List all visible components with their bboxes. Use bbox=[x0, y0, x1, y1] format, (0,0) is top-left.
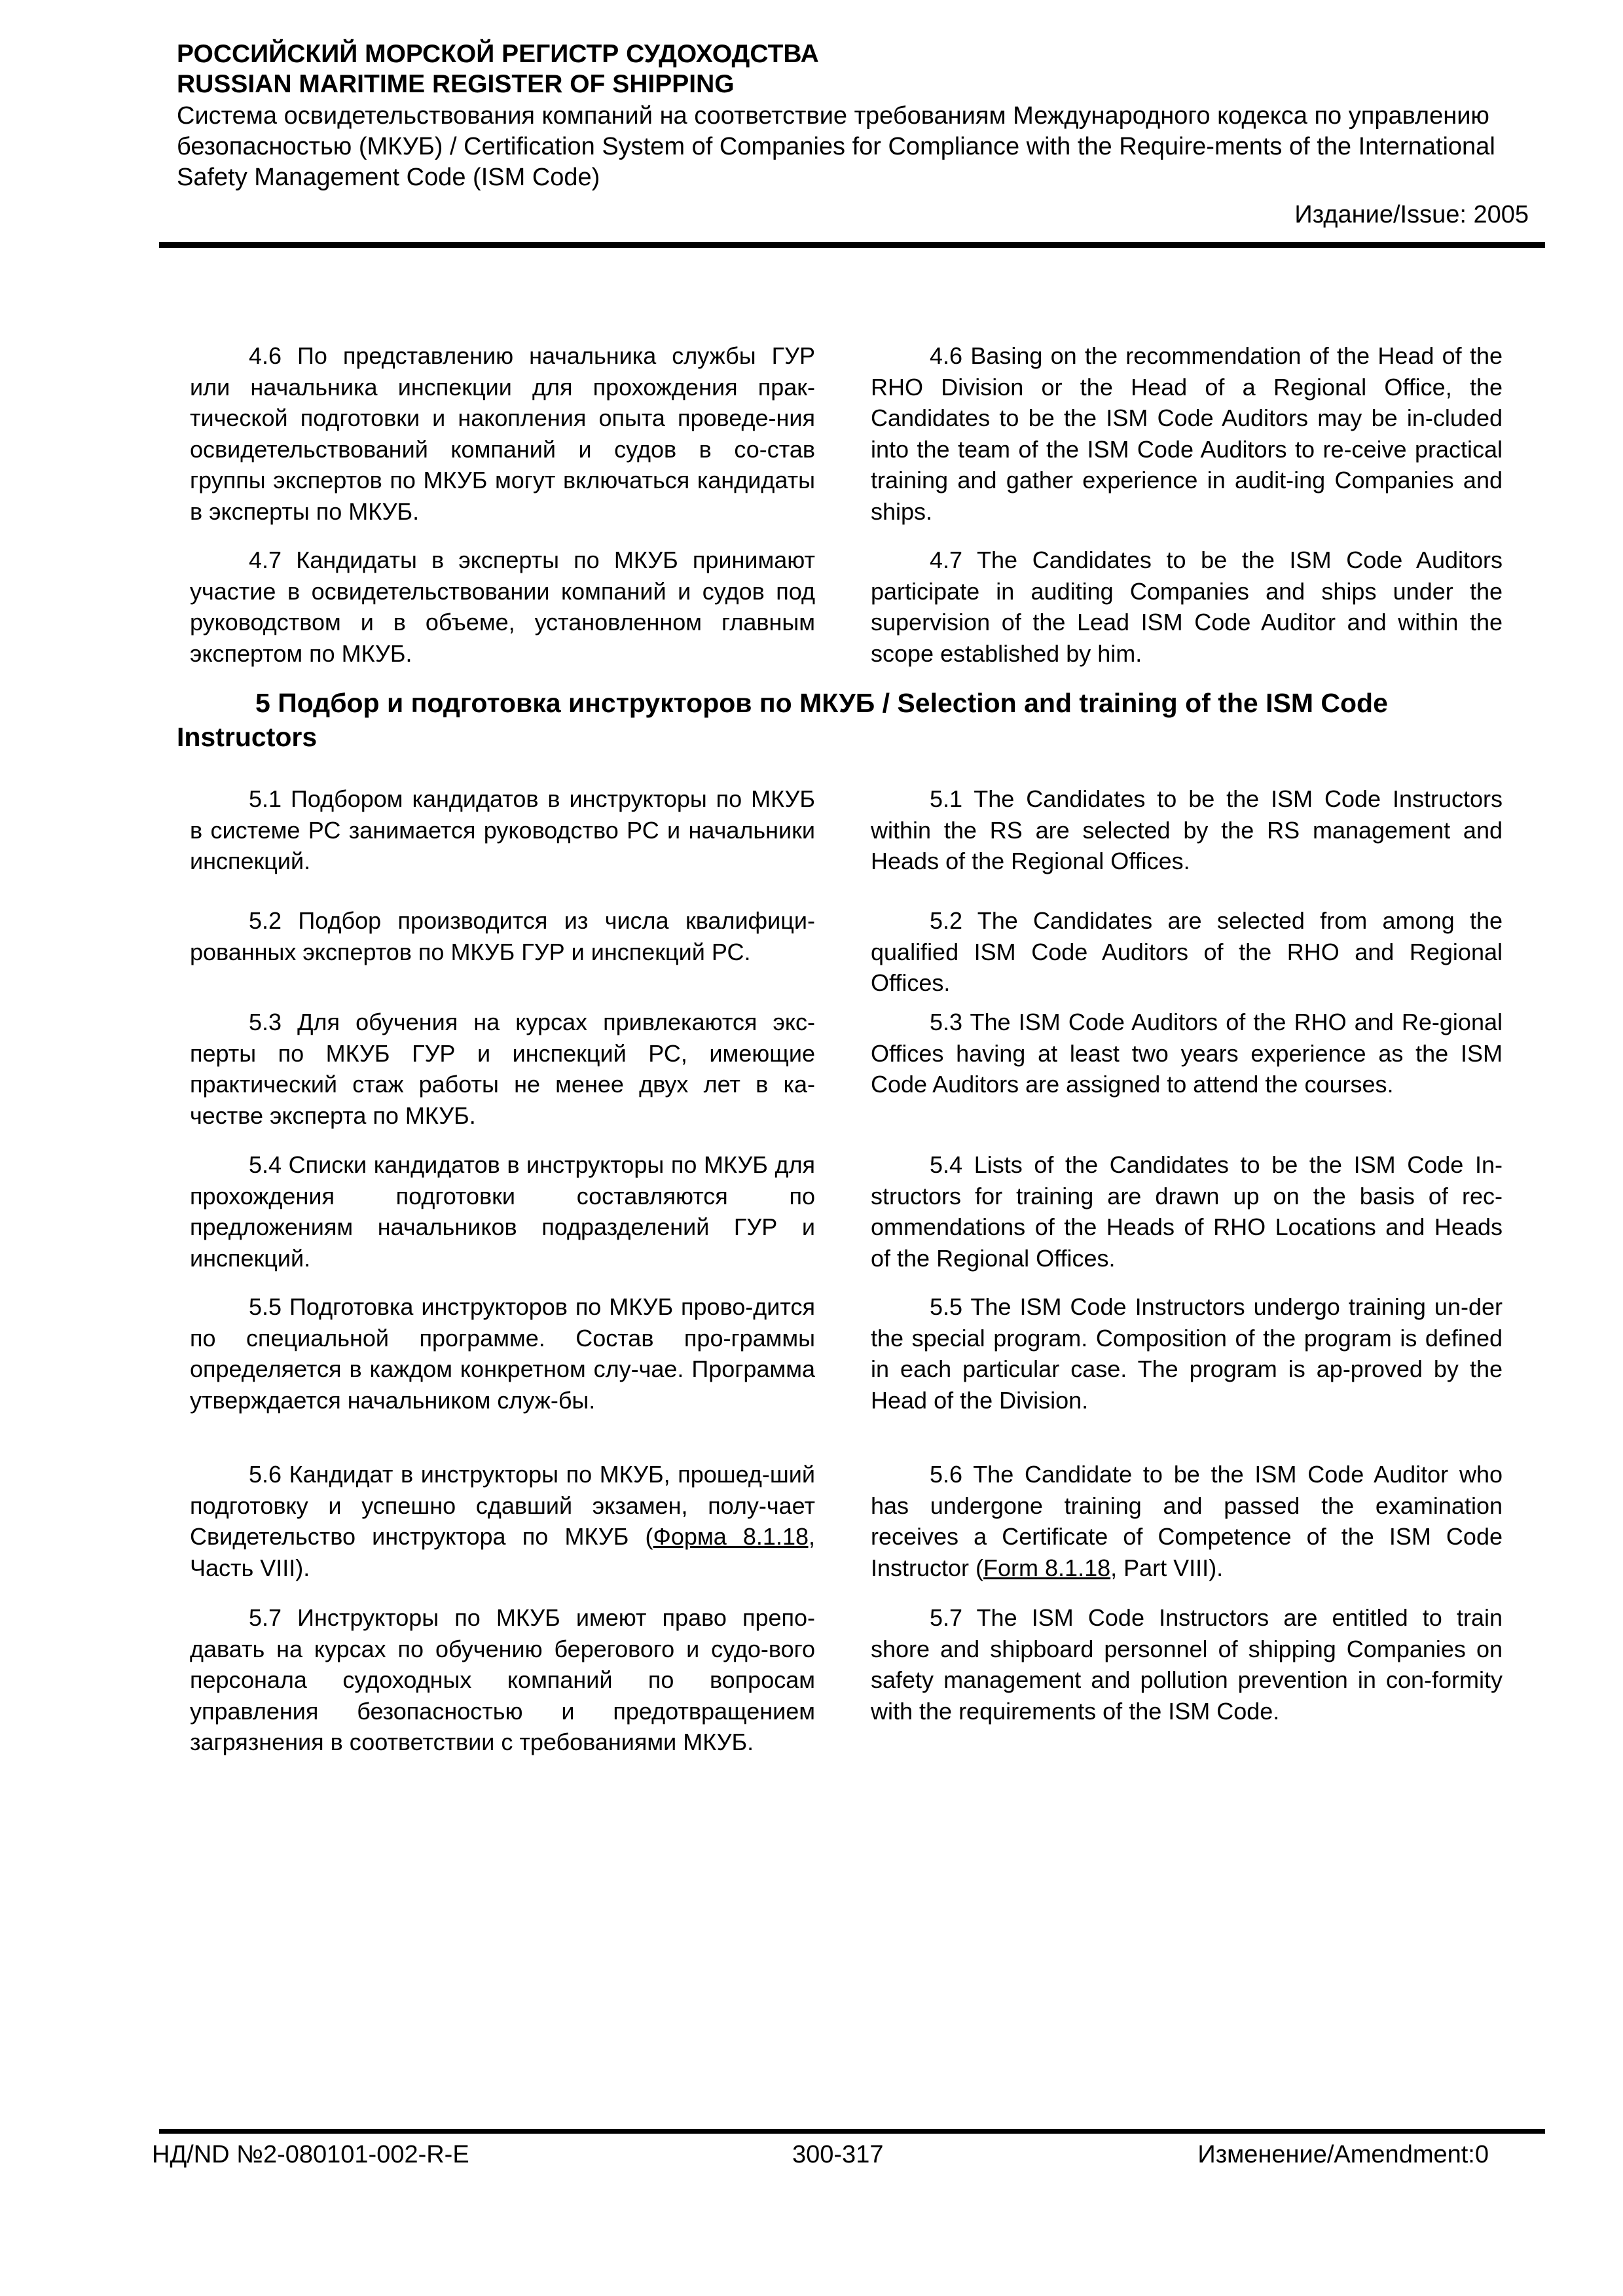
para-5-7-ru: 5.7 Инструкторы по МКУБ имеют право препо-давать на курсах по обучению берегового и судо-вого персонала судоходных компаний по вопросам управления безопасностью и предотвращением загрязнения в соответствии с требованиями МКУБ. bbox=[190, 1604, 815, 1755]
para-5-4-en: 5.4 Lists of the Candidates to be the ISM Code In-structors for training are drawn up on the basis of rec-ommendations of the Heads of RHO Locations and Heads of the Regional Offices. bbox=[871, 1151, 1503, 1272]
section-5-title: 5 Подбор и подготовка инструкторов по МКУБ / Selection and training of the ISM Code Instructors bbox=[177, 688, 1388, 752]
para-5-7-en: 5.7 The ISM Code Instructors are entitled to train shore and shipboard personnel of shipping Companies on safety management and pollution prevention in con-formity with the requirements of the ISM Code. bbox=[871, 1604, 1503, 1725]
para-5-3-ru: 5.3 Для обучения на курсах привлекаются экс-перты по МКУБ ГУР и инспекций РС, имеющие практический стаж работы не менее двух лет в ка-честве эксперта по МКУБ. bbox=[190, 1009, 815, 1129]
page-header bbox=[177, 39, 1529, 231]
para-4-7-en: 4.7 The Candidates to be the ISM Code Auditors participate in auditing Companies and ships under the supervision of the Lead ISM Code Auditor and within the scope established by him. bbox=[871, 547, 1503, 667]
para-5-1-en: 5.1 The Candidates to be the ISM Code Instructors within the RS are selected by the RS management and Heads of the Regional Offices. bbox=[871, 785, 1503, 874]
para-5-1-ru: 5.1 Подбором кандидатов в инструкторы по МКУБ в системе РС занимается руководство РС и начальники инспекций. bbox=[190, 785, 815, 874]
footer-amendment: Изменение/Amendment:0 bbox=[1197, 2141, 1489, 2168]
para-5-6-en-text: 5.6 The Candidate to be the ISM Code Auditor who has undergone training and passed the examination receives a Certificate of Competence of the ISM Code Instructor ( bbox=[871, 1461, 1503, 1581]
footer-rule bbox=[159, 2129, 1545, 2134]
para-5-6-en bbox=[871, 1459, 1503, 1583]
form-8-1-18-link-ru[interactable]: Форма 8.1.18, bbox=[653, 1523, 816, 1550]
para-4-7-ru: 4.7 Кандидаты в эксперты по МКУБ принимают участие в освидетельствовании компаний и судов под руководством и в объеме, установленном главным экспертом по МКУБ. bbox=[190, 547, 815, 667]
para-4-6-en: 4.6 Basing on the recommendation of the Head of the RHO Division or the Head of a Regional Office, the Candidates to be the ISM Code Auditors may be in-cluded into the team of the ISM Code Auditors to re-ceive practical training and gather experience in audit-ing Companies and ships. bbox=[871, 342, 1503, 525]
para-5-6-ru-text: 5.6 Кандидат в инструкторы по МКУБ, прошед-ший подготовку и успешно сдавший экзамен, полу-чает Свидетельство инструктора по МКУБ ( bbox=[190, 1461, 815, 1550]
para-5-4-ru: 5.4 Списки кандидатов в инструкторы по МКУБ для прохождения подготовки составляются по предложениям начальников подразделений ГУР и инспекций. bbox=[190, 1151, 815, 1272]
para-5-6-ru-tail: Часть VIII). bbox=[190, 1554, 310, 1581]
system-title: Система освидетельствования компаний на соответствие требованиям Международного кодекса по управлению безопасностью (МКУБ) / Certification System of Companies for Compliance with the Require-ments of the International Safety Management Code (ISM Code) bbox=[177, 102, 1495, 191]
footer-page-number: 300-317 bbox=[792, 2141, 884, 2168]
org-name-ru: РОССИЙСКИЙ МОРСКОЙ РЕГИСТР СУДОХОДСТВА bbox=[177, 40, 819, 68]
form-8-1-18-link-en[interactable]: Form 8.1.18 bbox=[983, 1554, 1111, 1581]
para-4-6-ru: 4.6 По представлению начальника службы ГУР или начальника инспекции для прохождения прак-тической подготовки и накопления опыта проведе-ния освидетельствований компаний и судов в со-став группы экспертов по МКУБ могут включаться кандидаты в эксперты по МКУБ. bbox=[190, 342, 815, 525]
para-5-5-en: 5.5 The ISM Code Instructors undergo training un-der the special program. Composition of the program is defined in each particular case. The program is ap-proved by the Head of the Division. bbox=[871, 1293, 1503, 1414]
para-5-6-ru bbox=[190, 1459, 815, 1583]
para-5-6-en-tail: , Part VIII). bbox=[1110, 1554, 1224, 1581]
org-name-en: RUSSIAN MARITIME REGISTER OF SHIPPING bbox=[177, 70, 735, 98]
para-5-3-en: 5.3 The ISM Code Auditors of the RHO and Re-gional Offices having at least two years experience as the ISM Code Auditors are assigned to attend the courses. bbox=[871, 1009, 1503, 1098]
para-5-2-en: 5.2 The Candidates are selected from among the qualified ISM Code Auditors of the RHO and Regional Offices. bbox=[871, 907, 1503, 996]
header-rule bbox=[159, 242, 1545, 248]
issue-label: Издание/Issue: 2005 bbox=[1294, 201, 1529, 228]
para-5-5-ru: 5.5 Подготовка инструкторов по МКУБ прово-дится по специальной программе. Состав про-граммы определяется в каждом конкретном слу-чае. Программа утверждается начальником служ-бы. bbox=[190, 1293, 815, 1414]
footer-doc-number: НД/ND №2-080101-002-R-E bbox=[152, 2141, 469, 2168]
para-5-2-ru: 5.2 Подбор производится из числа квалифици-рованных экспертов по МКУБ ГУР и инспекций РС. bbox=[190, 907, 815, 965]
